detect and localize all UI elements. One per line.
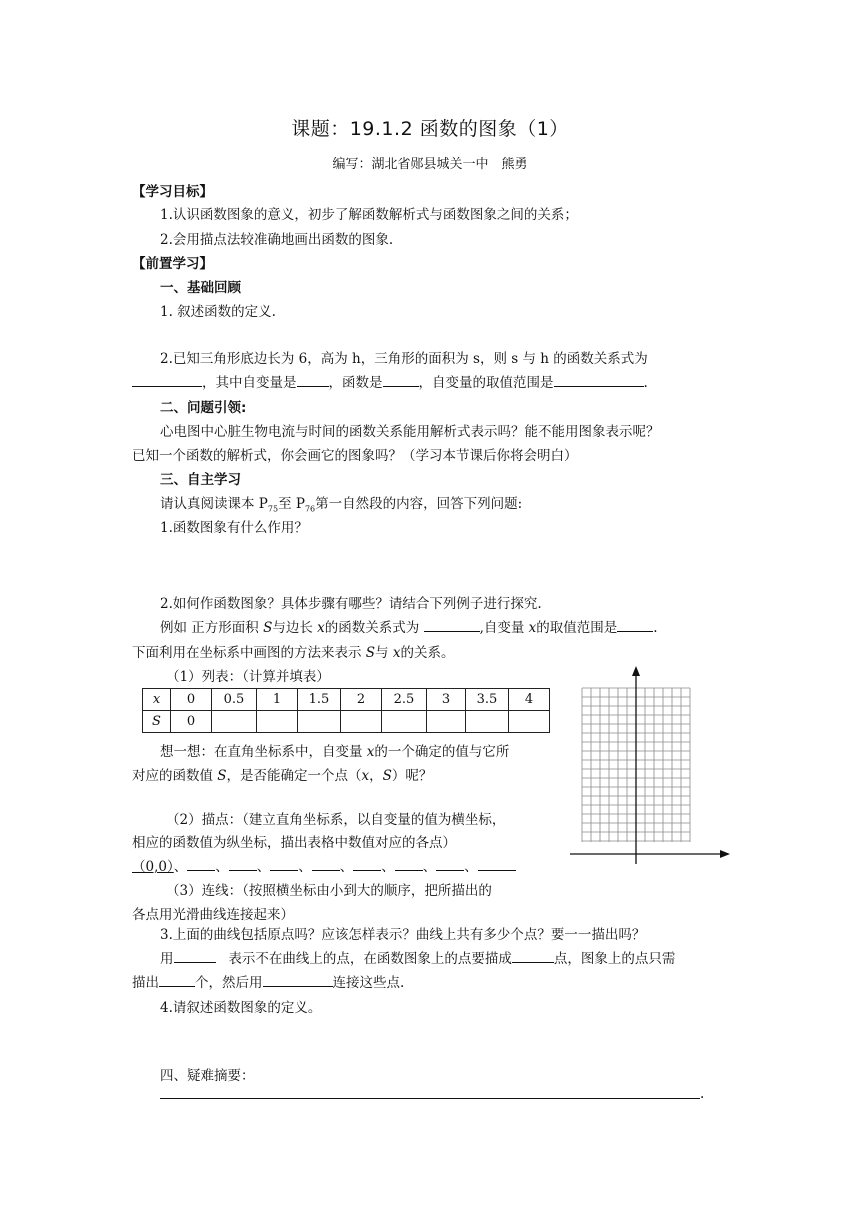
think-line-2: 对应的函数值 S，是否能确定一个点（x，S）呢？ xyxy=(132,768,433,784)
answer-line-end: . xyxy=(700,1086,705,1102)
answer-blank[interactable] xyxy=(270,856,298,871)
y-axis-arrow-icon xyxy=(632,666,640,676)
table-cell[interactable] xyxy=(427,711,466,733)
table-cell[interactable] xyxy=(341,711,382,733)
section-2-heading: 二、问题引领: xyxy=(160,400,247,416)
section-2-line-2: 已知一个函数的解析式，你会画它的图象吗？（学习本节课后你将会明白） xyxy=(132,448,578,464)
answer-blank[interactable] xyxy=(554,372,644,387)
author-line: 编写：湖北省郧县城关一中 熊勇 xyxy=(332,157,528,172)
section-2-line-1: 心电图中心脏生物电流与时间的函数关系能用解析式表示吗？能不能用图象表示呢？ xyxy=(160,424,660,440)
section-3-intro: 请认真阅读课本 $P_{75}$至 $P_{76}$第一自然段的内容，回答下列问题: xyxy=(160,496,523,514)
answer-blank[interactable] xyxy=(617,617,653,632)
answer-line[interactable] xyxy=(160,1098,700,1099)
section-3-heading: 三、自主学习 xyxy=(160,472,241,488)
answer-blank[interactable] xyxy=(187,856,215,871)
example-line-1: 例如 正方形面积 S与边长 x的函数关系式为 ,自变量 x的取值范围是 . xyxy=(160,616,658,636)
answer-blank[interactable] xyxy=(229,856,257,871)
table-cell[interactable] xyxy=(382,711,427,733)
section-4-heading: 四、疑难摘要： xyxy=(160,1068,255,1084)
answer-blank[interactable] xyxy=(159,972,195,987)
step-2-line-2: 相应的函数值为纵坐标，描出表格中数值对应的各点） xyxy=(132,835,456,851)
table-cell: S xyxy=(143,711,171,733)
answer-blank[interactable] xyxy=(174,948,216,963)
section-3-question-1: 1.函数图象有什么作用？ xyxy=(160,520,308,536)
table-cell: 2 xyxy=(341,689,382,711)
example-line-2: 下面利用在坐标系中画图的方法来表示 S与 x的关系。 xyxy=(132,645,455,661)
table-cell: 3.5 xyxy=(466,689,509,711)
goal-item-1: 1.认识函数图象的意义，初步了解函数解析式与函数图象之间的关系； xyxy=(160,207,578,223)
goal-item-2: 2.会用描点法较准确地画出函数的图象. xyxy=(160,232,394,248)
question-1: 1. 叙述函数的定义. xyxy=(160,304,276,320)
answer-blank[interactable] xyxy=(353,856,381,871)
question-2-line-2: ，其中自变量是 ，函数是 ，自变量的取值范围是 . xyxy=(132,371,648,391)
question-4: 4.请叙述函数图象的定义。 xyxy=(160,1000,322,1016)
table-cell: 0 xyxy=(171,711,212,733)
answer-blank[interactable] xyxy=(132,372,202,387)
goals-heading: 【学习目标】 xyxy=(132,184,213,200)
section-3-question-2: 2.如何作函数图象？具体步骤有哪些？请结合下列例子进行探究. xyxy=(160,596,542,612)
pre-study-heading: 【前置学习】 xyxy=(132,256,213,272)
section-1-heading: 一、基础回顾 xyxy=(160,280,241,296)
step-2-line-1: （2）描点：（建立直角坐标系，以自变量的值为横坐标， xyxy=(166,812,506,828)
table-cell: 2.5 xyxy=(382,689,427,711)
answer-blank[interactable] xyxy=(478,856,516,871)
question-3-line-3: 描出 个，然后用 连接这些点. xyxy=(132,971,404,991)
answer-blank[interactable] xyxy=(424,617,480,632)
table-cell: 1 xyxy=(257,689,298,711)
table-cell[interactable] xyxy=(212,711,257,733)
table-cell: 4 xyxy=(509,689,550,711)
answer-blank[interactable] xyxy=(395,856,423,871)
x-axis-arrow-icon xyxy=(720,850,730,858)
table-cell: 3 xyxy=(427,689,466,711)
table-cell[interactable] xyxy=(466,711,509,733)
step-3-line-2: 各点用光滑曲线连接起来） xyxy=(132,907,294,923)
plot-points-line: （0,0）、 、 、 、 、 、 、 、 xyxy=(132,855,516,875)
answer-blank[interactable] xyxy=(263,972,333,987)
table-cell: x xyxy=(143,689,171,711)
question-3-line-2: 用 表示不在曲线上的点，在函数图象上的点要描成 点，图象上的点只需 xyxy=(160,947,675,967)
question-2-line-1: 2.已知三角形底边长为 6，高为 h，三角形的面积为 s，则 s 与 h 的函数关系式为 xyxy=(160,351,648,367)
coordinate-grid xyxy=(568,660,738,870)
table-cell[interactable] xyxy=(509,711,550,733)
table-row xyxy=(143,689,550,711)
step-3-line-1: （3）连线：（按照横坐标由小到大的顺序，把所描出的 xyxy=(166,883,492,899)
table-cell: 0.5 xyxy=(212,689,257,711)
answer-blank[interactable] xyxy=(312,856,340,871)
value-table xyxy=(142,688,550,733)
answer-blank[interactable] xyxy=(512,948,554,963)
question-3-line-1: 3.上面的曲线包括原点吗？应该怎样表示？曲线上共有多少个点？要一一描出吗？ xyxy=(160,927,646,943)
table-cell[interactable] xyxy=(298,711,341,733)
table-cell: 0 xyxy=(171,689,212,711)
step-1-label: （1）列表：（计算并填表） xyxy=(166,669,330,685)
answer-blank[interactable] xyxy=(383,372,419,387)
answer-blank[interactable] xyxy=(297,372,329,387)
table-row xyxy=(143,711,550,733)
answer-blank[interactable] xyxy=(436,856,464,871)
think-line-1: 想一想：在直角坐标系中，自变量 x的一个确定的值与它所 xyxy=(160,744,510,760)
table-cell: 1.5 xyxy=(298,689,341,711)
page-title: 课题：19.1.2 函数的图象（1） xyxy=(291,118,569,140)
table-cell[interactable] xyxy=(257,711,298,733)
